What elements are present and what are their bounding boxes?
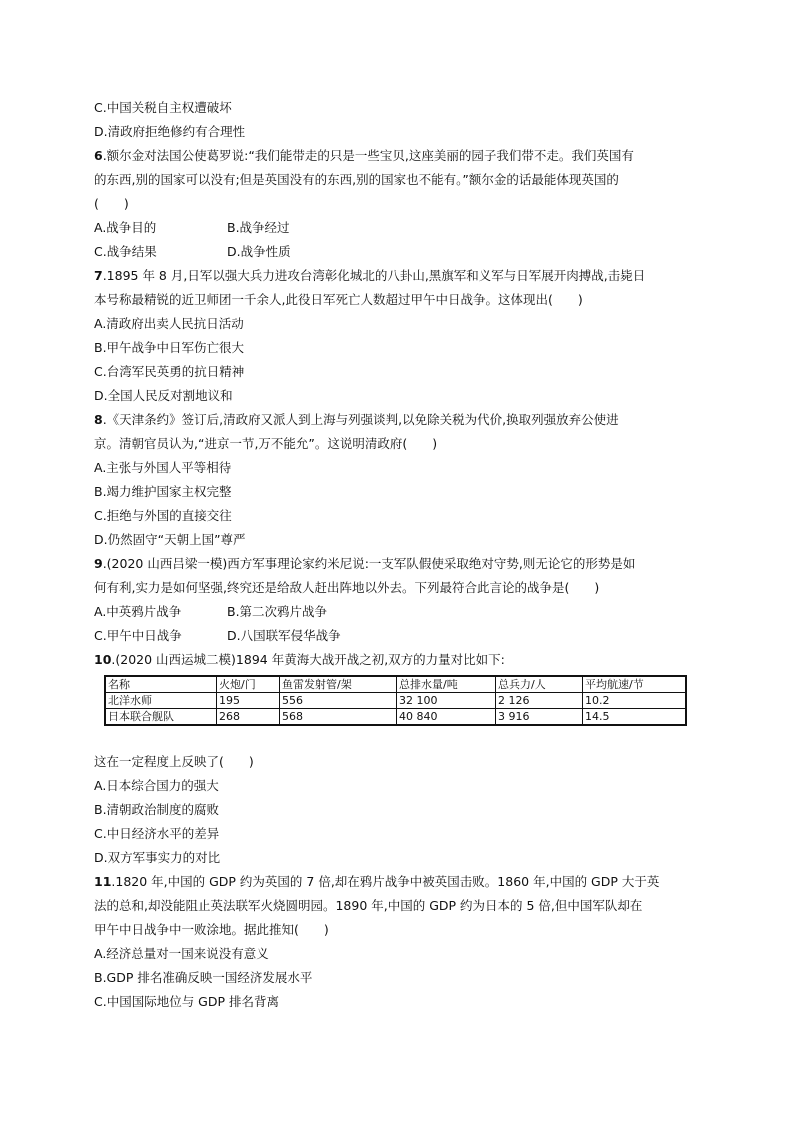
q9-options-row-1 xyxy=(94,600,704,624)
q9-option-d: D.八国联军侵华战争 xyxy=(227,628,341,643)
q10-option-a: A.日本综合国力的强大 xyxy=(94,778,219,793)
q10-stem: 这在一定程度上反映了( ) xyxy=(94,754,254,769)
q9-line-1: 9.(2020 山西吕梁一模)西方军事理论家约米尼说:一支军队假使采取绝对守势,则无论它的形势是如 xyxy=(94,556,636,571)
question-6 xyxy=(94,144,704,264)
question-9 xyxy=(94,552,704,648)
table-cell: 568 xyxy=(280,709,397,726)
q7-option-c: C.台湾军民英勇的抗日精神 xyxy=(94,364,245,379)
table-header-row xyxy=(105,676,686,693)
table-row xyxy=(105,693,686,709)
table-cell: 2 126 xyxy=(496,693,583,709)
q9-number: 9 xyxy=(94,556,103,571)
q7-line-1: 7.1895 年 8 月,日军以强大兵力进攻台湾彰化城北的八卦山,黑旗军和义军与日军展开肉搏战,击毙日 xyxy=(94,268,646,283)
q7-option-d: D.全国人民反对割地议和 xyxy=(94,388,233,403)
q6-option-d: D.战争性质 xyxy=(227,244,291,259)
table-cell: 40 840 xyxy=(397,709,496,726)
table-header-cell: 鱼雷发射管/架 xyxy=(280,676,397,693)
prev-option-d: D.清政府拒绝修约有合理性 xyxy=(94,124,246,139)
spacer xyxy=(94,730,704,750)
q9-option-b: B.第二次鸦片战争 xyxy=(227,604,328,619)
table-cell: 日本联合舰队 xyxy=(105,709,217,726)
q8-option-c: C.拒绝与外国的直接交往 xyxy=(94,508,232,523)
q11-line-3: 甲午中日战争中一败涂地。据此推知( ) xyxy=(94,922,329,937)
q8-line-2: 京。清朝官员认为,“进京一节,万不能允”。这说明清政府( ) xyxy=(94,436,438,451)
q8-option-d: D.仍然固守“天朝上国”尊严 xyxy=(94,532,246,547)
q6-options-row-1 xyxy=(94,216,704,240)
q7-option-a: A.清政府出卖人民抗日活动 xyxy=(94,316,244,331)
q7-number: 7 xyxy=(94,268,103,283)
q6-option-c: C.战争结果 xyxy=(94,244,157,259)
table-header-cell: 总排水量/吨 xyxy=(397,676,496,693)
q8-option-b: B.竭力维护国家主权完整 xyxy=(94,484,232,499)
table-cell: 14.5 xyxy=(583,709,687,726)
q10-line-1: 10.(2020 山西运城二模)1894 年黄海大战开战之初,双方的力量对比如下: xyxy=(94,652,505,667)
question-10 xyxy=(94,648,704,870)
table-header-cell: 火炮/门 xyxy=(217,676,280,693)
q6-number: 6 xyxy=(94,148,103,163)
q6-line-2: 的东西,别的国家可以没有;但是英国没有的东西,别的国家也不能有。”额尔金的话最能体现英国的 xyxy=(94,172,619,187)
question-8 xyxy=(94,408,704,552)
q8-line-1: 8.《天津条约》签订后,清政府又派人到上海与列强谈判,以免除关税为代价,换取列强放弃公使进 xyxy=(94,412,619,427)
table-cell: 北洋水师 xyxy=(105,693,217,709)
table-cell: 10.2 xyxy=(583,693,687,709)
q11-number: 11 xyxy=(94,874,112,889)
question-7 xyxy=(94,264,704,408)
prev-option-c: C.中国关税自主权遭破坏 xyxy=(94,100,232,115)
q10-option-b: B.清朝政治制度的腐败 xyxy=(94,802,220,817)
table-header-cell: 平均航速/节 xyxy=(583,676,687,693)
table-cell: 268 xyxy=(217,709,280,726)
q6-line-3: ( ) xyxy=(94,196,129,211)
table-cell: 3 916 xyxy=(496,709,583,726)
q11-option-a: A.经济总量对一国来说没有意义 xyxy=(94,946,269,961)
q6-options-row-2 xyxy=(94,240,704,264)
q8-number: 8 xyxy=(94,412,103,427)
q9-option-c: C.甲午中日战争 xyxy=(94,628,182,643)
force-comparison-table xyxy=(104,675,687,726)
q6-option-b: B.战争经过 xyxy=(227,220,290,235)
table-row xyxy=(105,709,686,726)
table-header-cell: 总兵力/人 xyxy=(496,676,583,693)
q10-option-c: C.中日经济水平的差异 xyxy=(94,826,220,841)
q11-option-b: B.GDP 排名准确反映一国经济发展水平 xyxy=(94,970,313,985)
q6-option-a: A.战争目的 xyxy=(94,220,157,235)
exam-content xyxy=(94,96,704,1014)
q6-line-1: 6.额尔金对法国公使葛罗说:“我们能带走的只是一些宝贝,这座美丽的园子我们带不走。我们英国有 xyxy=(94,148,634,163)
q9-option-a: A.中英鸦片战争 xyxy=(94,604,182,619)
q10-option-d: D.双方军事实力的对比 xyxy=(94,850,221,865)
table-cell: 195 xyxy=(217,693,280,709)
question-11 xyxy=(94,870,704,1014)
q8-option-a: A.主张与外国人平等相待 xyxy=(94,460,232,475)
q11-line-1: 11.1820 年,中国的 GDP 约为英国的 7 倍,却在鸦片战争中被英国击败。1860 年,中国的 GDP 大于英 xyxy=(94,874,660,889)
q7-line-2: 本号称最精锐的近卫师团一千余人,此役日军死亡人数超过甲午中日战争。这体现出( ) xyxy=(94,292,583,307)
q10-number: 10 xyxy=(94,652,112,667)
q9-options-row-2 xyxy=(94,624,704,648)
table-cell: 556 xyxy=(280,693,397,709)
q7-option-b: B.甲午战争中日军伤亡很大 xyxy=(94,340,245,355)
q9-line-2: 何有利,实力是如何坚强,终究还是给敌人赶出阵地以外去。下列最符合此言论的战争是( ) xyxy=(94,580,600,595)
q11-line-2: 法的总和,却没能阻止英法联军火烧圆明园。1890 年,中国的 GDP 约为日本的 5 倍,但中国军队却在 xyxy=(94,898,643,913)
table-header-cell: 名称 xyxy=(105,676,217,693)
q11-option-c: C.中国国际地位与 GDP 排名背离 xyxy=(94,994,279,1009)
table-cell: 32 100 xyxy=(397,693,496,709)
